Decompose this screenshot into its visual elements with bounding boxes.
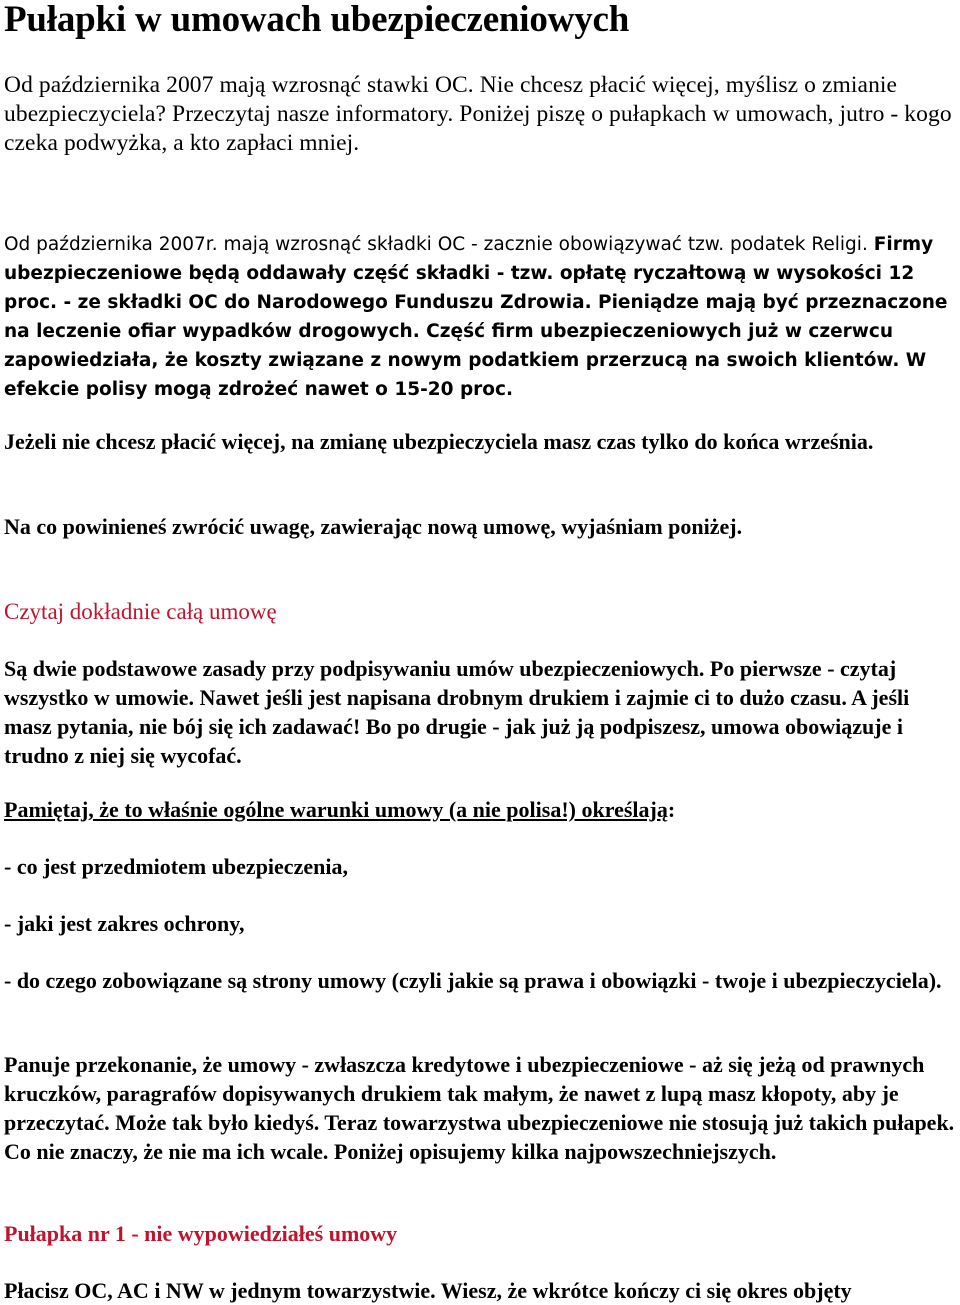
section-body-read-contract: Są dwie podstawowe zasady przy podpisywaniu umów ubezpieczeniowych. Po pierwsze - czytaj wszystko w umowie. Nawet jeśli jest napisana drobnym drukiem i zajmie ci to dużo czasu. A jeśli masz pytania, nie bój się ich zadawać! Bo po drugie - jak już ją podpiszesz, umowa obowiązuje i trudno z niej się wycofać. (4, 656, 910, 768)
deadline-paragraph: Jeżeli nie chcesz płacić więcej, na zmianę ubezpieczyciela masz czas tylko do końca września. (4, 429, 874, 454)
intro-bold-text: Firmy ubezpieczeniowe będą oddawały część składki - tzw. opłatę ryczałtową w wysokości 12 proc. - ze składki OC do Narodowego Funduszu Zdrowia. Pieniądze mają być przeznaczone na leczenie ofiar wypadków drogowych. Część firm ubezpieczeniowych już w czerwcu zapowiedziała, że koszty związane z nowym podatkiem przerzucą na swoich klientów. W efekcie polisy mogą zdrożeć nawet o 15-20 proc. (4, 234, 948, 400)
article-title: Pułapki w umowach ubezpieczeniowych (4, 0, 630, 40)
trap1-heading: Pułapka nr 1 - nie wypowiedziałeś umowy (4, 1221, 398, 1246)
conviction-paragraph: Panuje przekonanie, że umowy - zwłaszcza kredytowe i ubezpieczeniowe - aż się jeżą od prawnych kruczków, paragrafów dopisywanych drukiem tak małym, że nawet z lupą masz kłopoty, aby je przeczytać. Może tak było kiedyś. Teraz towarzystwa ubezpieczeniowe nie stosują już takich pułapek. Co nie znaczy, że nie ma ich wcale. Poniżej opisujemy kilka najpowszechniejszych. (4, 1052, 955, 1164)
intro-paragraph (4, 230, 956, 404)
remember-paragraph (4, 795, 956, 824)
explain-paragraph: Na co powinieneś zwrócić uwagę, zawierając nową umowę, wyjaśniam poniżej. (4, 514, 743, 539)
list-item-subject: - co jest przedmiotem ubezpieczenia, (4, 854, 348, 879)
section-heading-read-contract: Czytaj dokładnie całą umowę (4, 599, 277, 624)
list-item-obligations: - do czego zobowiązane są strony umowy (czyli jakie są prawa i obowiązki - twoje i ubezpieczyciela). (4, 968, 942, 993)
remember-colon: : (667, 797, 676, 822)
lead-paragraph: Od października 2007 mają wzrosnąć stawki OC. Nie chcesz płacić więcej, myślisz o zmianie ubezpieczyciela? Przeczytaj nasze informatory. Poniżej piszę o pułapkach w umowach, jutro - kogo czeka podwyżka, a kto zapłaci mniej. (4, 72, 952, 156)
trap1-body: Płacisz OC, AC i NW w jednym towarzystwie. Wiesz, że wkrótce kończy ci się okres objęty (4, 1278, 852, 1303)
remember-underlined-text: Pamiętaj, że to właśnie ogólne warunki umowy (a nie polisa!) określają (4, 797, 668, 822)
intro-normal-text: Od października 2007r. mają wzrosnąć składki OC - zacznie obowiązywać tzw. podatek Religi. (4, 234, 868, 255)
list-item-scope: - jaki jest zakres ochrony, (4, 911, 245, 936)
